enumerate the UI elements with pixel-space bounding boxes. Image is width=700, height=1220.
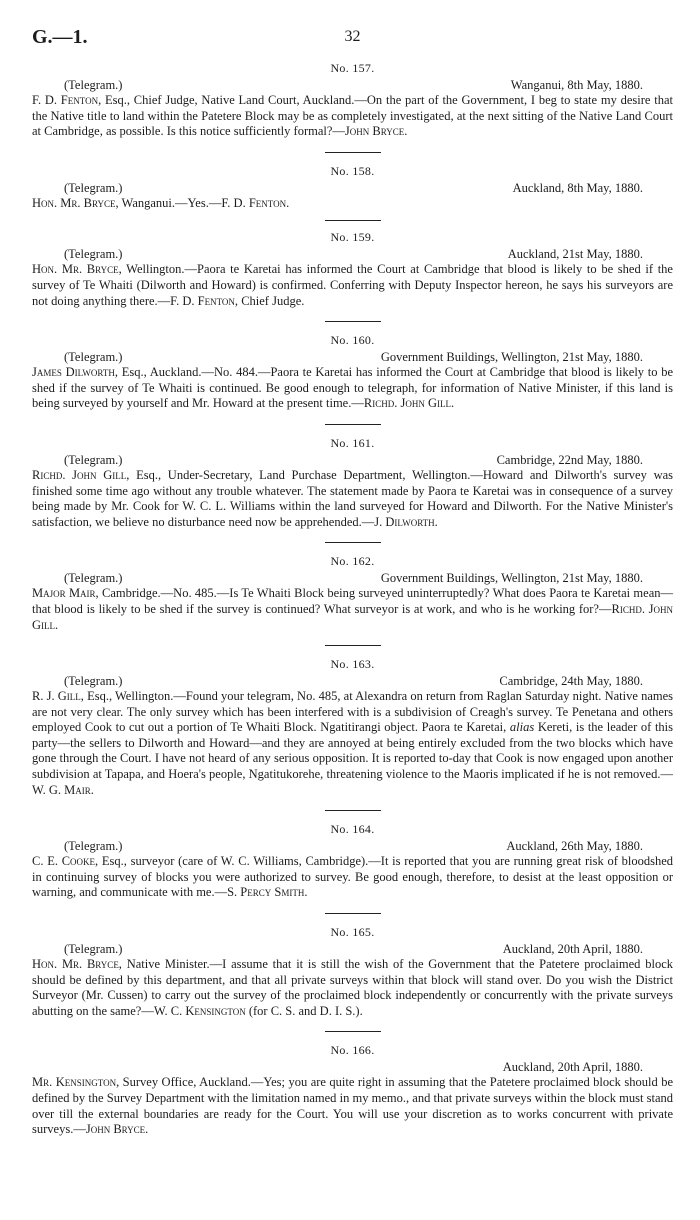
telegram-entry <box>32 435 673 530</box>
addressee: Hon. Mr. Bryce, <box>32 262 122 277</box>
place-date: Wanganui, 8th May, 1880. <box>510 78 643 92</box>
place-date: Auckland, 26th May, 1880. <box>506 839 643 854</box>
message-text: Wellington.—Paora te Karetai has informed the Court at Cambridge that blood is likely to be shed if the survey of Te Whaiti (Dilworth and Howard) is confirmed. Conferring with Deputy Inspector hereon, he says his surveyors are not doing anything there.— <box>32 262 673 308</box>
place-date: Government Buildings, Wellington, 21st May, 1880. <box>380 571 643 586</box>
telegram-label: (Telegram.) <box>64 350 123 365</box>
italic-term: alias <box>509 720 535 735</box>
message-text-cont: Kereti, is the leader of this party—the sellers to Dilworth and Howard—and they are annoyed at being entirely excluded from the two blocks which have gone through the Court. I have not heard of any serious opposition. It is reported to-day that Cook is now engaged upon another subdivision at Tapapa, and Hoera's people, Ngatitukorehe, threatening violence to the Maoris implicated if he is not removed.— <box>32 720 674 782</box>
telegram-label: (Telegram.) <box>64 839 123 854</box>
signature: Richd. John Gill. <box>32 601 674 632</box>
telegram-entry <box>32 656 673 798</box>
telegram-entry <box>32 821 673 901</box>
section-divider <box>325 152 381 153</box>
section-divider <box>325 810 381 811</box>
message-text: Cambridge.—No. 485.—Is Te Whaiti Block being surveyed uninterruptedly? What does Paora te Karetai mean—that blood is likely to be shed if the survey is continued? What surveyor is at work, and who is he working for?— <box>32 586 674 616</box>
entry-meta <box>32 350 673 365</box>
series-code: G.—1. <box>32 26 88 48</box>
signature: J. Dilworth. <box>374 514 438 529</box>
addressee: Hon. Mr. Bryce, <box>32 195 119 210</box>
entry-meta <box>32 942 673 957</box>
place-date: Auckland, 21st May, 1880. <box>507 247 643 262</box>
entry-number: No. 161. <box>330 435 375 450</box>
signature: F. D. Fenton. <box>221 195 290 210</box>
entry-number: No. 163. <box>330 657 375 672</box>
document-page <box>32 26 673 1138</box>
message-text: Esq., Wellington.—Found your telegram, No. 485, at Alexandra on return from Raglan Saturday night. Native names are not very clear. The only survey which has been interfered with is a subdivision of Creagh's survey. Te Penetana and others employed Cook to cut out a portion of Te Whaiti Block. Ngatitirangi object. Paora te Karetai, <box>32 689 673 735</box>
telegram-entry <box>32 553 673 633</box>
entry-number: No. 165. <box>330 925 375 940</box>
entry-body <box>32 196 673 212</box>
section-divider <box>325 913 381 914</box>
entry-body <box>32 957 673 1019</box>
signature: W. G. Mair. <box>32 782 94 797</box>
telegram-label: (Telegram.) <box>64 247 123 262</box>
entry-number: No. 166. <box>330 1043 375 1058</box>
signature: W. C. Kensington <box>153 1003 246 1018</box>
telegram-entry <box>32 332 673 412</box>
entry-meta <box>32 571 673 586</box>
message-text: Esq., surveyor (care of W. C. Williams, Cambridge).—It is reported that you are running great risk of bloodshed in continuing survey of blocks you were authorized to survey. Be good enough, therefore, to desist at the least opposition or warning, and communicate with me.— <box>32 854 673 900</box>
entry-meta <box>32 247 673 262</box>
entry-body <box>32 1075 673 1137</box>
telegram-label: (Telegram.) <box>64 571 123 586</box>
message-text: Esq., Auckland.—No. 484.—Paora te Karetai has informed the Court at Cambridge that blood is likely to be shed if the survey of Te Whaiti is continued. Be good enough to telegraph, for information of Native Minister, if this land is being surveyed by yourself and Mr. Howard at the present time.— <box>32 365 673 411</box>
section-divider <box>325 424 381 425</box>
entry-number: No. 158. <box>330 163 375 178</box>
entry-body <box>32 365 673 412</box>
place-date: Cambridge, 24th May, 1880. <box>499 674 643 689</box>
running-header <box>32 26 673 60</box>
telegram-label: (Telegram.) <box>64 180 123 195</box>
page-number: 32 <box>344 28 361 45</box>
entry-meta <box>32 839 673 854</box>
entry-meta <box>32 674 673 689</box>
signature: John Bryce. <box>344 124 408 139</box>
message-text: Esq., Chief Judge, Native Land Court, Auckland.—On the part of the Government, I beg to state my desire that the Native title to land within the Patetere Block may be as completely investigated, at the next sitting of the Native Land Court at Cambridge, as possible. Is this notice sufficiently formal?— <box>32 93 673 139</box>
entry-meta <box>32 1060 673 1075</box>
message-text: Wanganui.—Yes.— <box>118 195 222 210</box>
entry-meta <box>32 78 673 93</box>
entry-number: No. 157. <box>330 61 375 75</box>
addressee: Hon. Mr. Bryce, <box>32 957 122 972</box>
addressee: James Dilworth, <box>32 365 119 380</box>
section-divider <box>325 321 381 322</box>
place-date: Cambridge, 22nd May, 1880. <box>496 452 643 467</box>
signature: F. D. Fenton, <box>170 293 239 308</box>
telegram-label: (Telegram.) <box>64 674 123 689</box>
entry-number: No. 159. <box>330 230 375 245</box>
telegram-entry <box>32 229 673 309</box>
entry-body <box>32 468 673 530</box>
addressee: C. E. Cooke, <box>32 854 99 869</box>
section-divider <box>325 1031 381 1032</box>
addressee: Mr. Kensington, <box>32 1075 120 1090</box>
message-text: Native Minister.—I assume that it is still the wish of the Government that the Patetere proclaimed block should be defined by this department, and that all private surveys within that block will stand over. Do you wish the District Surveyor (Mr. Cussen) to carry out the survey of the proclaimed block independently or concurrently with the private surveys abutting on the same?— <box>32 957 673 1018</box>
entry-body <box>32 854 673 901</box>
place-date: Auckland, 8th May, 1880. <box>512 180 643 195</box>
addressee: F. D. Fenton, <box>32 93 102 107</box>
entry-meta <box>32 181 673 196</box>
telegram-entry <box>32 1042 673 1137</box>
entry-body <box>32 689 673 798</box>
signature: John Bryce. <box>85 1122 149 1137</box>
telegram-label: (Telegram.) <box>64 78 123 92</box>
section-divider <box>325 542 381 543</box>
telegram-entry <box>32 924 673 1019</box>
signature: S. Percy Smith. <box>227 885 308 900</box>
entry-number: No. 160. <box>330 333 375 348</box>
telegram-entry <box>32 60 673 140</box>
signature: Richd. John Gill. <box>363 396 455 411</box>
section-divider <box>325 220 381 221</box>
entry-number: No. 164. <box>330 822 375 837</box>
addressee: Richd. John Gill, <box>32 467 130 482</box>
place-date: Auckland, 20th April, 1880. <box>502 1060 643 1075</box>
place-date: Government Buildings, Wellington, 21st May, 1880. <box>380 350 643 365</box>
addressee: R. J. Gill, <box>32 689 84 704</box>
message-text: Survey Office, Auckland.—Yes; you are quite right in assuming that the Patetere proclaimed block should be defined by the Survey Department with the limitation named in my memo., and that private surveys within the block must stand over till the external boundaries are ready for the Court. You will use your discretion as to works concurrent with private surveys.— <box>32 1075 673 1137</box>
message-text-after: Chief Judge. <box>238 293 305 308</box>
message-text: Esq., Under-Secretary, Land Purchase Department, Wellington.—Howard and Dilworth's survey was finished some time ago without any trouble whatever. The statement made by Paora te Karetai was in consequence of a survey being made by Mr. Cook for W. C. L. Williams within the land surveyed for Howard and Dilworth. For the Native Minister's satisfaction, we believe no disturbance need now be apprehended.— <box>32 467 674 529</box>
place-date: Auckland, 20th April, 1880. <box>502 942 643 957</box>
telegram-label: (Telegram.) <box>64 452 123 467</box>
entry-number: No. 162. <box>330 554 375 569</box>
entry-meta <box>32 453 673 468</box>
telegram-entry <box>32 163 673 212</box>
entry-body <box>32 93 673 140</box>
entry-body <box>32 262 673 309</box>
message-text-after: (for C. S. and D. I. S.). <box>245 1003 363 1018</box>
entry-body <box>32 586 673 633</box>
telegram-label: (Telegram.) <box>64 942 123 957</box>
section-divider <box>325 645 381 646</box>
addressee: Major Mair, <box>32 586 99 601</box>
